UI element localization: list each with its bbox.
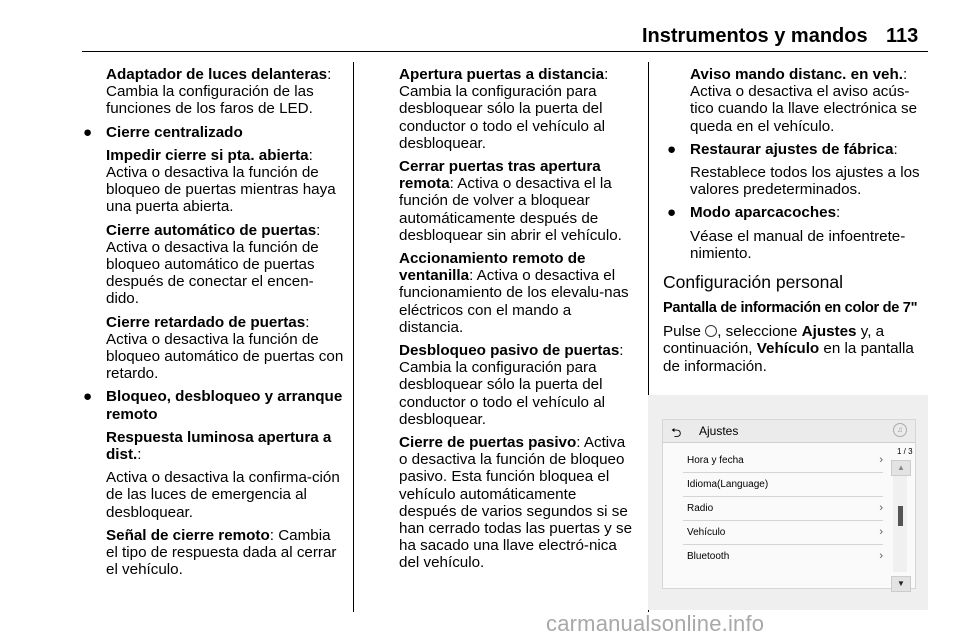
header-rule [82,51,928,52]
settings-screen [662,419,916,589]
paragraph: Apertura puertas a distancia: Cambia la configuración para desbloquear sólo la puerta del conductor o todo el vehículo al desbloquear. [399,66,609,152]
paragraph: Respuesta luminosa apertura a dist.: [106,428,332,464]
column-3 [663,66,930,381]
menu-item-vehiculo[interactable]: Vehículo › [683,520,883,545]
scroll-up-button[interactable]: ▲ [891,460,911,476]
paragraph: Desbloqueo pasivo de puertas: Cambia la configuración para desbloquear sólo la puerta del conductor o todo el vehículo al desbloquear. [399,342,624,428]
paragraph: Restablece todos los ajustes a los valores predeterminados. [690,164,920,199]
paragraph: Activa o desactiva la confirma-ción de las luces de emergencia al desbloquear. [106,469,340,521]
bullet-item: ● Restaurar ajustes de fábrica: [667,140,898,158]
bullet-icon: ● [667,140,677,158]
scrollbar-thumb[interactable] [898,506,903,526]
paragraph: Cierre de puertas pasivo: Activa o desactiva la función de bloqueo pasivo. Esta función bloquea el vehículo automáticamente después de varios segundos si se han cerrado todas las puertas y se ha sacado una llave electró-nica del vehículo. [399,434,633,572]
paragraph: Accionamiento remoto de ventanilla: Activa o desactiva el funcionamiento de los elevalu-nas eléctricos con el mando a distancia. [399,250,629,336]
chevron-right-icon: › [879,526,883,538]
subsection-heading: Pantalla de información en color de 7" [663,300,918,317]
page-header [0,0,960,52]
chevron-right-icon: › [879,550,883,562]
scroll-down-button[interactable]: ▼ [891,576,911,592]
screen-header [663,420,915,443]
header-title: Instrumentos y mandos [642,25,868,47]
bullet-icon: ● [83,123,93,141]
back-icon[interactable]: ⮌ [671,425,682,440]
paragraph: Cierre automático de puertas: Activa o desactiva la función de bloqueo automático de puertas después de conectar el encen-dido. [106,221,321,308]
chevron-right-icon: › [879,502,883,514]
favorite-icon[interactable]: ♫ [893,423,907,437]
paragraph: Véase el manual de infoentrete-nimiento. [690,227,906,262]
page-number: 113 [886,25,919,47]
menu-item-radio[interactable]: Radio › [683,496,883,521]
bullet-item: ● Cierre centralizado [83,123,243,141]
page-indicator: 1 / 3 [897,447,913,456]
bullet-icon: ● [83,388,93,406]
section-heading: Configuración personal [663,272,843,293]
column-1 [83,66,344,584]
paragraph: Cierre retardado de puertas: Activa o desactiva la función de bloqueo automático de puertas con retardo. [106,313,344,383]
paragraph: Señal de cierre remoto: Cambia el tipo de respuesta dada al cerrar el vehículo. [106,526,337,579]
bullet-icon: ● [667,204,677,222]
column-divider-1 [353,62,354,612]
display-screenshot [648,395,928,610]
paragraph: Impedir cierre si pta. abierta: Activa o desactiva la función de bloqueo de puertas mientras haya una puerta abierta. [106,146,336,216]
screen-title: Ajustes [699,424,739,438]
menu-item-bluetooth[interactable]: Bluetooth › [687,550,883,562]
column-2 [399,66,637,578]
paragraph: Adaptador de luces delanteras: Cambia la configuración de las funciones de los faros de LED. [106,66,332,118]
paragraph: Cerrar puertas tras apertura remota: Activa o desactiva el la función de volver a bloquear automáticamente después de desbloquear sin abrir el vehículo. [399,158,622,244]
menu-item-idioma[interactable]: Idioma(Language) [683,472,883,497]
paragraph: Pulse , seleccione Ajustes y, a continuación, Vehículo en la pantalla de información. [663,323,914,375]
menu-item-hora-y-fecha[interactable]: Hora y fecha › [683,448,883,473]
bullet-item: ● Modo aparcacoches: [667,204,841,222]
watermark: carmanualsonline.info [546,611,765,636]
paragraph: Aviso mando distanc. en veh.: Activa o desactiva el aviso acús-tico cuando la llave electrónica se queda en el vehículo. [690,66,918,135]
bullet-item: ● Bloqueo, desbloqueo y arranque remoto [83,388,343,423]
chevron-right-icon: › [879,454,883,466]
settings-icon [705,325,717,337]
